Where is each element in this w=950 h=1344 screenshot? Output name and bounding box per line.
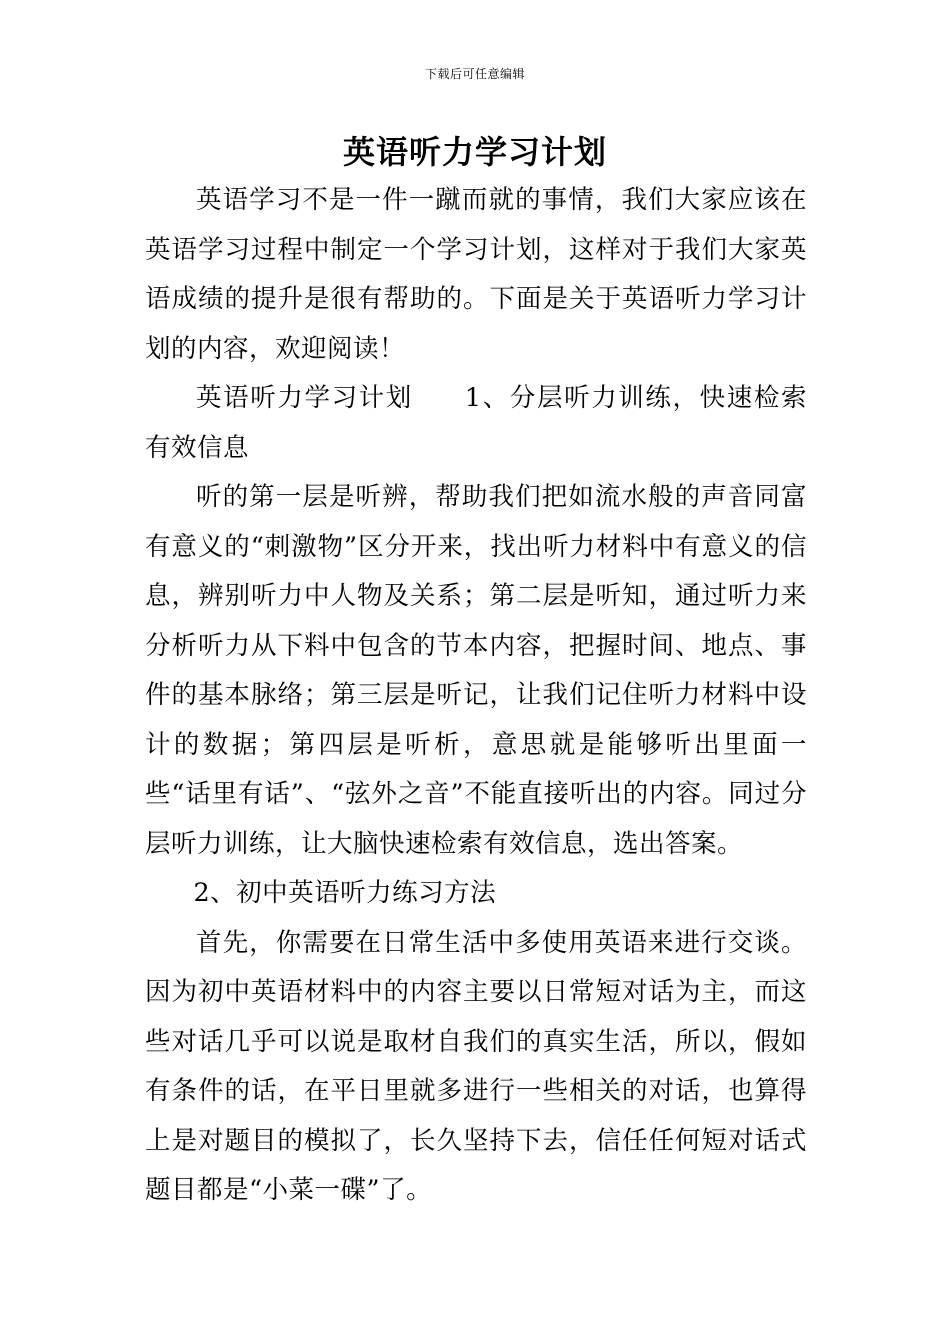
section1-body-paragraph: 听的第一层是听辨，帮助我们把如流水般的声音同富有意义的“刺激物”区分开来，找出听力材料中有意义的信息，辨别听力中人物及关系；第二层是听知，通过听力来分析听力从下料中包含的节本内容，把握时间、地点、事件的基本脉络；第三层是听记，让我们记住听力材料中设计的数据；第四层是听析，意思就是能够听出里面一些“话里有话”、“弦外之音”不能直接听出的内容。同过分层听力训练，让大脑快速检索有效信息，选出答案。 [145, 482, 807, 859]
document-body [145, 176, 807, 1216]
section1-heading: 1、分层听力训练，快速检索有效信息 [145, 383, 807, 463]
document-title: 英语听力学习计划 [342, 133, 607, 171]
plan-label: 英语听力学习计划 [196, 383, 413, 413]
section2-heading: 2、初中英语听力练习方法 [193, 878, 497, 908]
page-header-note: 下载后可任意编辑 [424, 67, 525, 81]
intro-paragraph: 英语学习不是一件一蹴而就的事情，我们大家应该在英语学习过程中制定一个学习计划，这样对于我们大家英语成绩的提升是很有帮助的。下面是关于英语听力学习计划的内容，欢迎阅读！ [145, 185, 807, 364]
section1-heading-paragraph [145, 374, 807, 473]
section2-body-paragraph: 首先，你需要在日常生活中多使用英语来进行交谈。因为初中英语材料中的内容主要以日常短对话为主，而这些对话几乎可以说是取材自我们的真实生活，所以，假如有条件的话，在平日里就多进行一些相关的对话，也算得上是对题目的模拟了，长久坚持下去，信任任何短对话式题目都是“小菜一碟”了。 [145, 927, 807, 1205]
